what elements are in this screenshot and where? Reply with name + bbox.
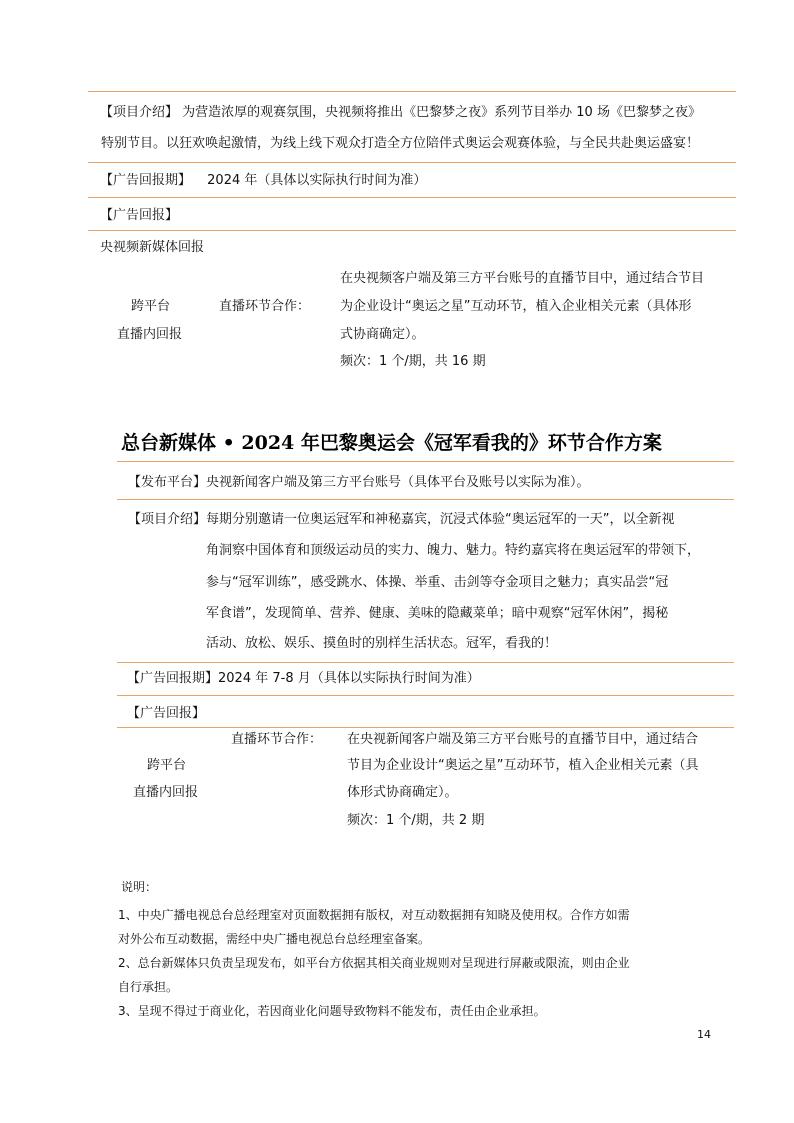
cooperation-label: 直播环节合作： xyxy=(231,732,323,747)
note-line: 2、总台新媒体只负责呈现发布，如平台方依据其相关商业规则对呈现进行屏蔽或限流，则由企业 xyxy=(118,956,630,970)
return-label: 【广告回报】 xyxy=(100,208,179,223)
period-label: 【广告回报期】 xyxy=(127,671,219,686)
return-label: 【广告回报】 xyxy=(127,706,206,721)
period-value: 2024 年（具体以实际执行时间为准） xyxy=(207,173,427,188)
intro-row xyxy=(100,104,701,122)
page-title: 总台新媒体 • 2024 年巴黎奥运会《冠军看我的》环节合作方案 xyxy=(121,432,662,454)
intro-text: 为营造浓厚的观赛氛围，央视频将推出《巴黎梦之夜》系列节目举办 10 场《巴黎梦之夜》 xyxy=(182,105,701,120)
platform-row xyxy=(128,474,590,492)
description-line2: 为企业设计“奥运之星”互动环节，植入企业相关元素（具体形 xyxy=(340,299,692,314)
intro-line: 角洞察中国体育和顶级运动员的实力、魄力、魅力。特约嘉宾将在奥运冠军的带领下， xyxy=(206,543,701,558)
divider xyxy=(88,162,736,163)
description-line2: 节目为企业设计“奥运之星”互动环节，植入企业相关元素（具 xyxy=(347,758,699,773)
divider xyxy=(117,461,734,462)
description-line1: 在央视频客户端及第三方平台账号的直播节目中，通过结合节目 xyxy=(340,271,705,286)
period-row xyxy=(100,172,426,190)
note-line: 对外公布互动数据，需经中央广播电视总台总经理室备案。 xyxy=(118,932,431,946)
divider xyxy=(117,499,734,500)
frequency: 频次：1 个/期，共 16 期 xyxy=(340,354,486,369)
divider xyxy=(88,230,736,231)
intro-label: 【项目介绍】 xyxy=(128,512,207,527)
divider xyxy=(117,695,734,696)
intro-line: 活动、放松、娱乐、摸鱼时的别样生活状态。冠军，看我的！ xyxy=(206,636,558,651)
divider xyxy=(117,662,734,663)
intro-line: 军食谱”，发现简单、营养、健康、美味的隐藏菜单；暗中观察“冠军休闲”，揭秘 xyxy=(206,606,669,621)
cooperation-label: 直播环节合作： xyxy=(219,299,311,314)
period-value: 2024 年 7-8 月（具体以实际执行时间为准） xyxy=(218,671,480,686)
page-number: 14 xyxy=(697,1028,711,1041)
category-line2: 直播内回报 xyxy=(117,327,183,342)
divider xyxy=(117,727,734,728)
description-line1: 在央视新闻客户端及第三方平台账号的直播节目中，通过结合 xyxy=(347,732,699,747)
category-line2: 直播内回报 xyxy=(133,785,199,800)
intro-text-line2: 特别节目。以狂欢唤起激情，为线上线下观众打造全方位陪伴式奥运会观赛体验，与全民共赴奥运盛宴！ xyxy=(101,136,700,151)
intro-label: 【项目介绍】 xyxy=(100,105,179,120)
note-line: 3、呈现不得过于商业化，若因商业化问题导致物料不能发布，责任由企业承担。 xyxy=(118,1004,546,1018)
divider xyxy=(88,197,736,198)
period-label: 【广告回报期】 xyxy=(100,173,192,188)
note-line: 自行承担。 xyxy=(118,980,179,994)
platform-value: 央视新闻客户端及第三方平台账号（具体平台及账号以实际为准）。 xyxy=(206,475,590,490)
category-line1: 跨平台 xyxy=(131,299,171,314)
period-row xyxy=(127,670,480,688)
description-line3: 式协商确定）。 xyxy=(340,327,425,342)
description-line3: 体形式协商确定）。 xyxy=(347,785,458,800)
note-line: 1、中央广播电视总台总经理室对页面数据拥有版权，对互动数据拥有知晓及使用权。合作方如需 xyxy=(118,908,630,922)
notes-label: 说明： xyxy=(121,880,158,894)
category-line1: 跨平台 xyxy=(147,758,187,773)
intro-line: 每期分别邀请一位奥运冠军和神秘嘉宾，沉浸式体验“奥运冠军的一天”，以全新视 xyxy=(206,512,675,527)
divider xyxy=(88,91,736,92)
subheading: 央视频新媒体回报 xyxy=(100,240,205,255)
frequency: 频次：1 个/期，共 2 期 xyxy=(347,813,485,828)
intro-line: 参与“冠军训练”，感受跳水、体操、举重、击剑等夺金项目之魅力；真实品尝“冠 xyxy=(206,575,669,590)
platform-label: 【发布平台】 xyxy=(128,475,207,490)
